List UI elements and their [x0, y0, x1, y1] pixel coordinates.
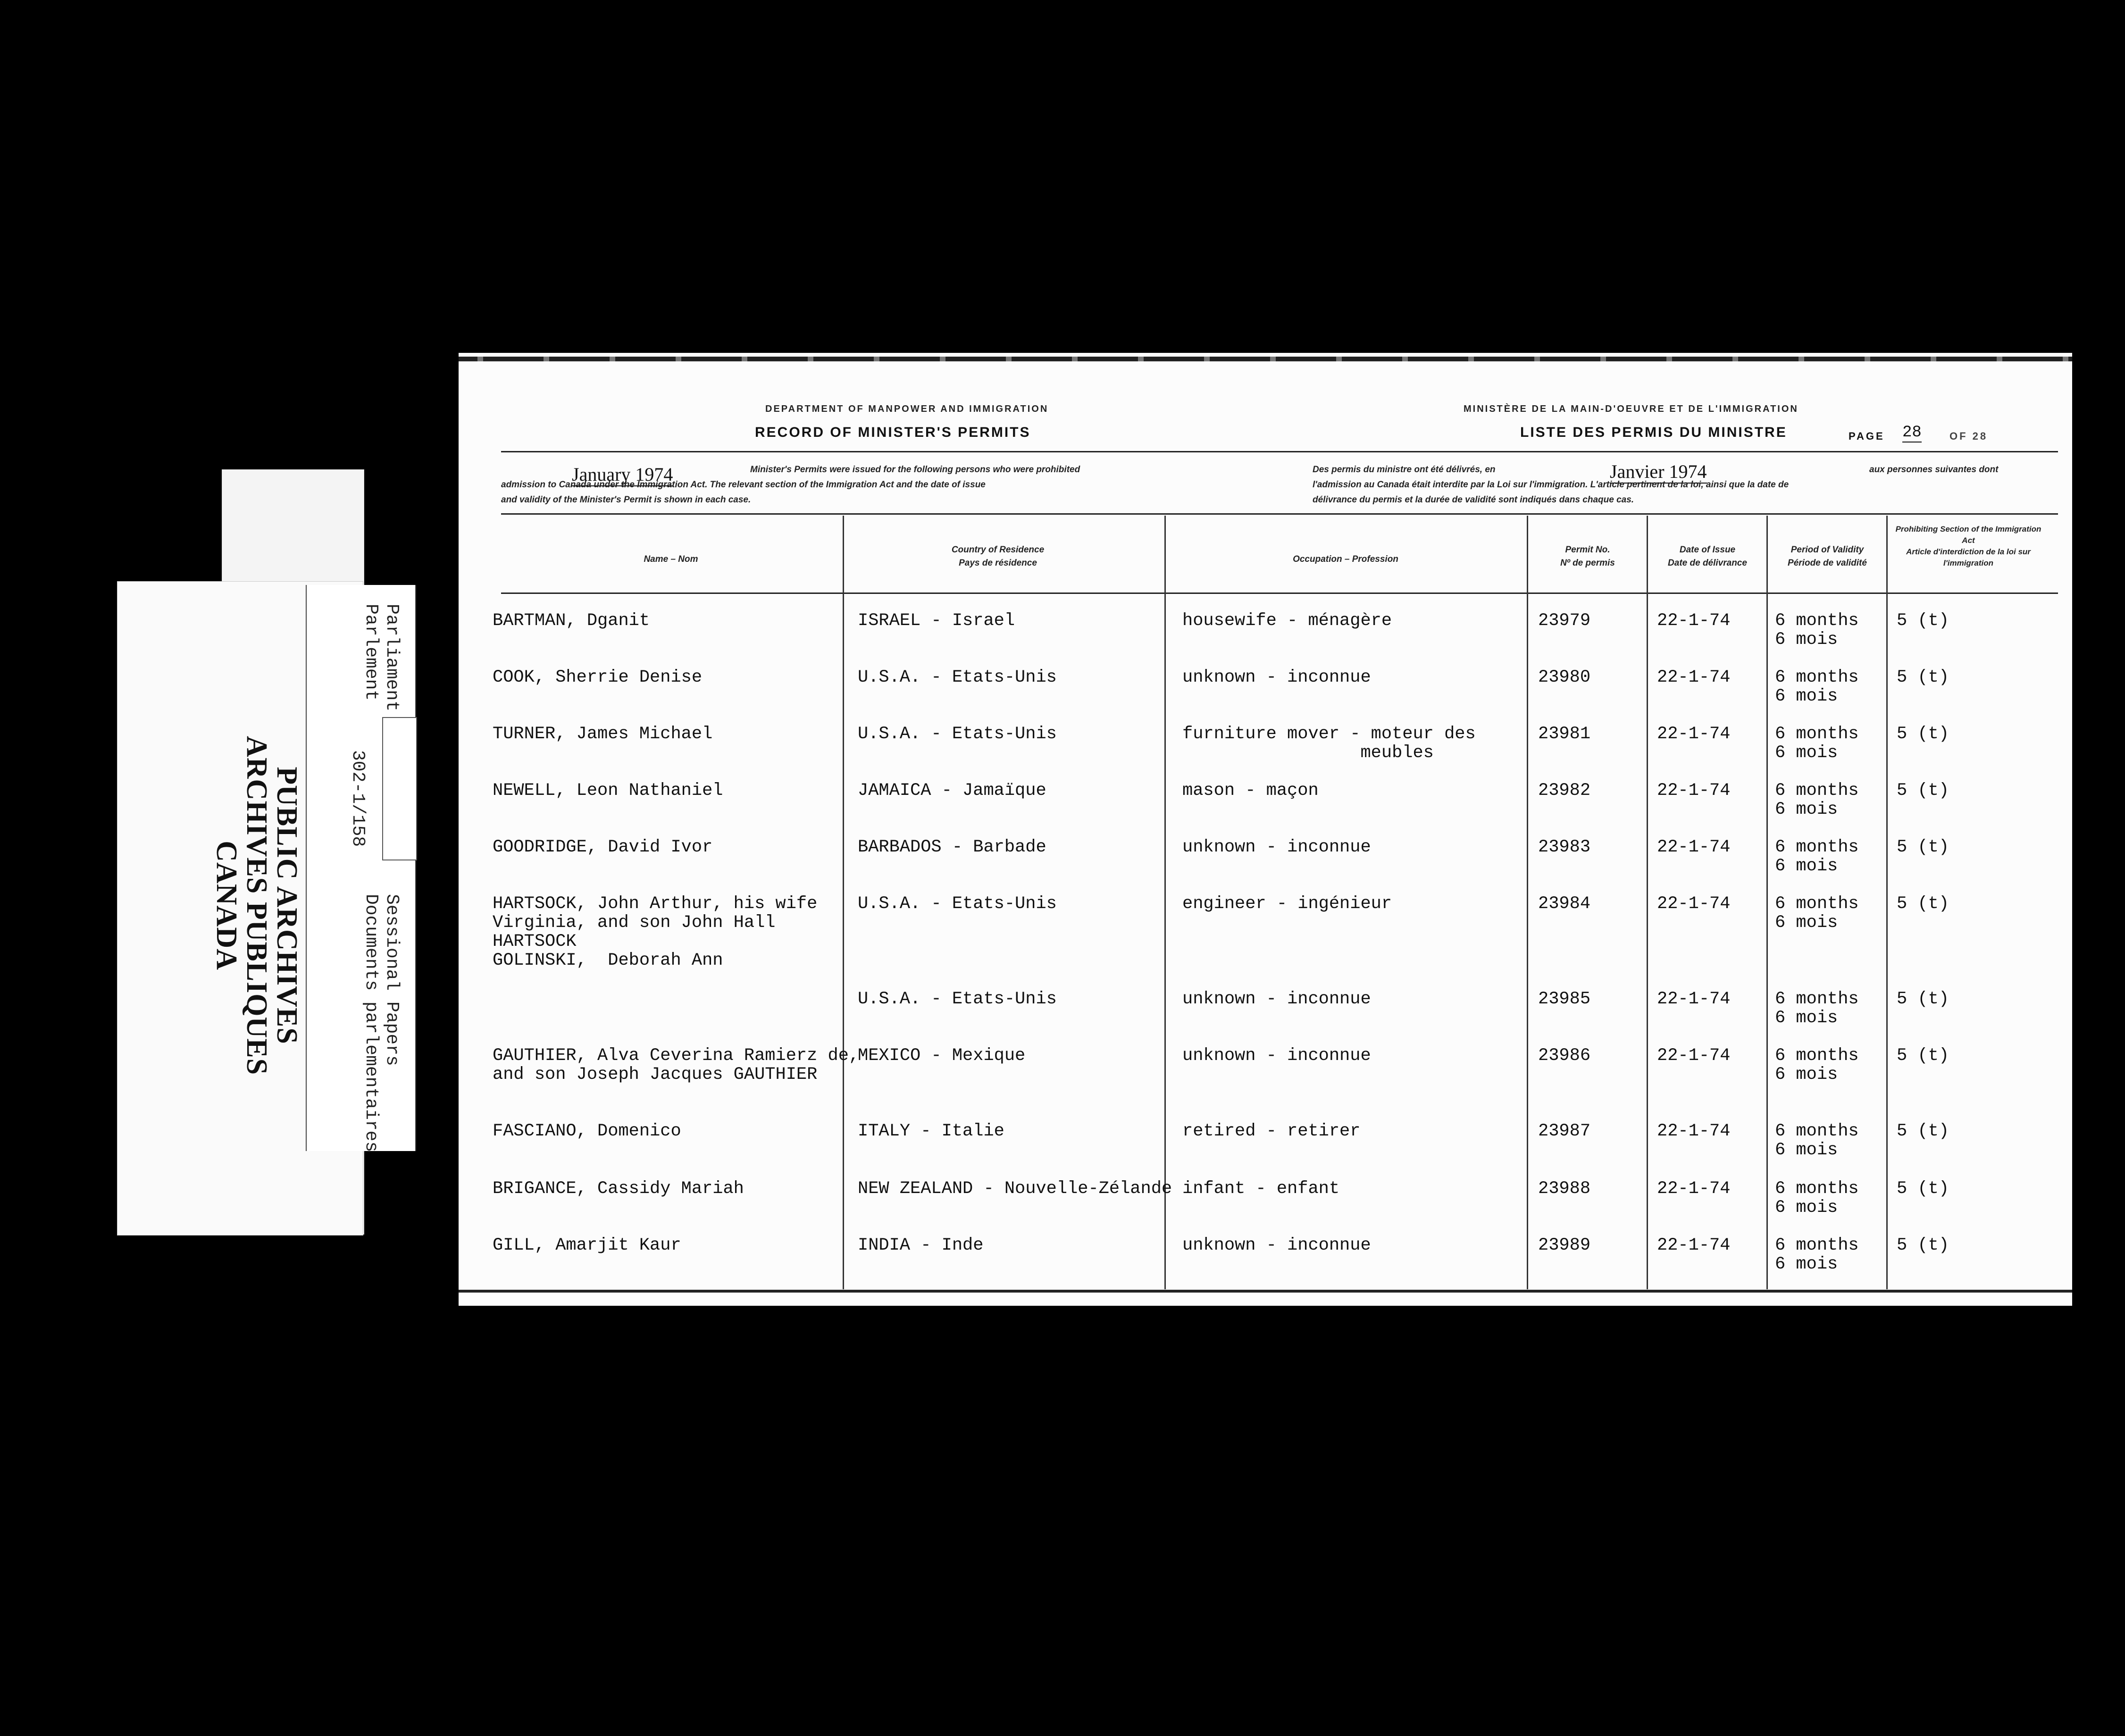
- archive-series: [360, 894, 402, 1152]
- cell-period-of-validity: 6 months 6 mois: [1775, 611, 1859, 650]
- cell-country: JAMAICA - Jamaïque: [858, 781, 1046, 801]
- cell-occupation: unknown - inconnue: [1182, 1235, 1371, 1255]
- cell-prohibiting-section: 5 (t): [1897, 1179, 1949, 1199]
- archive-collection-en: Parliament: [382, 604, 402, 712]
- cell-permit-number: 23983: [1538, 837, 1591, 857]
- cell-prohibiting-section: 5 (t): [1897, 894, 1949, 914]
- col-validity-en: Period of Validity: [1790, 545, 1864, 555]
- col-section-fr: Article d'interdiction de la loi sur l'immigration: [1906, 547, 2031, 568]
- cell-period-of-validity: 6 months 6 mois: [1775, 724, 1859, 763]
- cell-country: U.S.A. - Etats-Unis: [858, 668, 1057, 687]
- col-date-fr: Date de délivrance: [1668, 558, 1747, 568]
- header-bottom-rule: [501, 593, 2058, 594]
- col-sep-3: [1527, 516, 1528, 1289]
- cell-period-of-validity: 6 months 6 mois: [1775, 837, 1859, 876]
- col-validity-header: [1768, 543, 1886, 570]
- page-number: 28: [1902, 424, 1922, 442]
- cell-permit-number: 23985: [1538, 989, 1591, 1009]
- col-sep-1: [843, 516, 844, 1289]
- archive-line-1: PUBLIC ARCHIVES: [271, 767, 303, 1044]
- cell-country: U.S.A. - Etats-Unis: [858, 989, 1057, 1009]
- cell-date-of-issue: 22-1-74: [1657, 611, 1731, 631]
- cell-occupation: furniture mover - moteur des meubles: [1182, 724, 1476, 763]
- title-fr: LISTE DES PERMIS DU MINISTRE: [1520, 425, 1787, 440]
- cell-occupation: infant - enfant: [1182, 1179, 1340, 1199]
- cell-country: INDIA - Inde: [858, 1235, 984, 1255]
- col-occupation-header: [1166, 553, 1525, 566]
- col-permit-header: [1529, 543, 1647, 570]
- cell-prohibiting-section: 5 (t): [1897, 1235, 1949, 1255]
- cell-date-of-issue: 22-1-74: [1657, 668, 1731, 687]
- col-sep-2: [1164, 516, 1166, 1289]
- cell-date-of-issue: 22-1-74: [1657, 1121, 1731, 1141]
- month-fr: Janvier 1974: [1610, 460, 1707, 484]
- cell-permit-number: 23987: [1538, 1121, 1591, 1141]
- page-label: PAGE: [1849, 430, 1885, 442]
- department-en: DEPARTMENT OF MANPOWER AND IMMIGRATION: [765, 404, 1049, 414]
- cell-occupation: unknown - inconnue: [1182, 668, 1371, 687]
- cell-name: HARTSOCK, John Arthur, his wife Virginia, and son John Hall HARTSOCK: [493, 894, 818, 951]
- col-date-en: Date of Issue: [1679, 545, 1736, 555]
- col-sep-4: [1647, 516, 1648, 1289]
- cell-prohibiting-section: 5 (t): [1897, 668, 1949, 687]
- col-validity-fr: Période de validité: [1788, 558, 1867, 568]
- archive-series-fr: Documents parlementaires: [361, 894, 381, 1152]
- cell-name: BRIGANCE, Cassidy Mariah: [493, 1179, 744, 1199]
- cell-period-of-validity: 6 months 6 mois: [1775, 894, 1859, 933]
- cell-name: NEWELL, Leon Nathaniel: [493, 781, 723, 801]
- cell-period-of-validity: 6 months 6 mois: [1775, 1235, 1859, 1274]
- title-en: RECORD OF MINISTER'S PERMITS: [755, 425, 1031, 440]
- col-section-header: [1888, 524, 2049, 569]
- note-fr-1: Des permis du ministre ont été délivrés, en: [1313, 465, 1496, 475]
- col-sep-5: [1766, 516, 1768, 1289]
- col-country-fr: Pays de résidence: [959, 558, 1037, 568]
- cell-country: U.S.A. - Etats-Unis: [858, 894, 1057, 914]
- col-name-header: [501, 553, 841, 566]
- cell-name: GOODRIDGE, David Ivor: [493, 837, 713, 857]
- cell-occupation: housewife - ménagère: [1182, 611, 1392, 631]
- col-sep-6: [1886, 516, 1888, 1289]
- cell-date-of-issue: 22-1-74: [1657, 1235, 1731, 1255]
- cell-permit-number: 23980: [1538, 668, 1591, 687]
- note-fr-tail: aux personnes suivantes dont: [1869, 465, 1999, 475]
- cell-prohibiting-section: 5 (t): [1897, 1046, 1949, 1066]
- archive-institution: [211, 736, 302, 1075]
- col-country-en: Country of Residence: [951, 545, 1045, 555]
- cell-period-of-validity: 6 months 6 mois: [1775, 781, 1859, 819]
- cell-period-of-validity: 6 months 6 mois: [1775, 989, 1859, 1028]
- cell-date-of-issue: 22-1-74: [1657, 1046, 1731, 1066]
- cell-occupation: unknown - inconnue: [1182, 989, 1371, 1009]
- cell-name: GILL, Amarjit Kaur: [493, 1235, 681, 1255]
- note-fr-3: délivrance du permis et la durée de validité sont indiqués dans chaque cas.: [1313, 495, 1634, 505]
- cell-country: NEW ZEALAND - Nouvelle-Zélande: [858, 1179, 1172, 1199]
- archive-line-3: CANADA: [210, 841, 243, 970]
- table-top-rule: [501, 513, 2058, 515]
- month-en: January 1974: [572, 463, 673, 486]
- col-occupation-en: Occupation – Profession: [1293, 554, 1398, 564]
- cell-date-of-issue: 22-1-74: [1657, 837, 1731, 857]
- note-en-3: and validity of the Minister's Permit is shown in each case.: [501, 495, 751, 505]
- cell-name: BARTMAN, Dganit: [493, 611, 650, 631]
- col-name-en: Name – Nom: [644, 554, 698, 564]
- page-of: OF 28: [1949, 430, 1988, 442]
- cell-occupation: engineer - ingénieur: [1182, 894, 1392, 914]
- cell-prohibiting-section: 5 (t): [1897, 989, 1949, 1009]
- cell-prohibiting-section: 5 (t): [1897, 724, 1949, 744]
- permit-record-card: [459, 353, 2072, 1306]
- cell-period-of-validity: 6 months 6 mois: [1775, 1179, 1859, 1218]
- cell-name: FASCIANO, Domenico: [493, 1121, 681, 1141]
- cell-country: ITALY - Italie: [858, 1121, 1004, 1141]
- cell-occupation: unknown - inconnue: [1182, 1046, 1371, 1066]
- cell-name: GOLINSKI, Deborah Ann: [493, 951, 723, 970]
- cell-prohibiting-section: 5 (t): [1897, 781, 1949, 801]
- cell-prohibiting-section: 5 (t): [1897, 611, 1949, 631]
- cell-occupation: retired - retirer: [1182, 1121, 1361, 1141]
- cell-date-of-issue: 22-1-74: [1657, 894, 1731, 914]
- cell-date-of-issue: 22-1-74: [1657, 724, 1731, 744]
- cell-period-of-validity: 6 months 6 mois: [1775, 668, 1859, 706]
- col-permit-fr: Nº de permis: [1560, 558, 1615, 568]
- archive-series-en: Sessional Papers: [382, 894, 402, 1066]
- cell-name: COOK, Sherrie Denise: [493, 668, 703, 687]
- cell-date-of-issue: 22-1-74: [1657, 1179, 1731, 1199]
- cell-name: GAUTHIER, Alva Ceverina Ramierz de, and son Joseph Jacques GAUTHIER: [493, 1046, 860, 1085]
- cell-name: TURNER, James Michael: [493, 724, 713, 744]
- cell-date-of-issue: 22-1-74: [1657, 989, 1731, 1009]
- card-bottom-edge: [459, 1290, 2072, 1293]
- cell-country: MEXICO - Mexique: [858, 1046, 1026, 1066]
- col-permit-en: Permit No.: [1565, 545, 1610, 555]
- cell-country: ISRAEL - Israel: [858, 611, 1015, 631]
- header-rule: [501, 451, 2058, 452]
- archive-collection: [360, 604, 402, 711]
- cell-period-of-validity: 6 months 6 mois: [1775, 1121, 1859, 1160]
- cell-occupation: unknown - inconnue: [1182, 837, 1371, 857]
- note-en-2: admission to Canada under the Immigration Act. The relevant section of the Immigration Act and the date of issue: [501, 480, 986, 490]
- department-fr: MINISTÈRE DE LA MAIN-D'OEUVRE ET DE L'IMMIGRATION: [1464, 404, 1799, 414]
- cell-permit-number: 23988: [1538, 1179, 1591, 1199]
- archive-reference: 302-1/158: [348, 750, 368, 847]
- cell-prohibiting-section: 5 (t): [1897, 1121, 1949, 1141]
- cell-occupation: mason - maçon: [1182, 781, 1319, 801]
- cell-prohibiting-section: 5 (t): [1897, 837, 1949, 857]
- cell-permit-number: 23986: [1538, 1046, 1591, 1066]
- col-date-header: [1648, 543, 1766, 570]
- cell-permit-number: 23984: [1538, 894, 1591, 914]
- archive-collection-fr: Parlement: [361, 604, 381, 701]
- cell-country: BARBADOS - Barbade: [858, 837, 1046, 857]
- cell-country: U.S.A. - Etats-Unis: [858, 724, 1057, 744]
- cell-date-of-issue: 22-1-74: [1657, 781, 1731, 801]
- cell-period-of-validity: 6 months 6 mois: [1775, 1046, 1859, 1085]
- archive-label-tab: [382, 717, 417, 860]
- archive-line-2: ARCHIVES PUBLIQUES: [241, 736, 273, 1076]
- cell-permit-number: 23981: [1538, 724, 1591, 744]
- cell-permit-number: 23982: [1538, 781, 1591, 801]
- card-top-edge: [459, 357, 2072, 361]
- cell-permit-number: 23979: [1538, 611, 1591, 631]
- note-en-1: Minister's Permits were issued for the following persons who were prohibited: [750, 465, 1080, 475]
- note-fr-2: l'admission au Canada était interdite par la Loi sur l'immigration. L'article pertinent de la loi, ainsi que la date de: [1313, 480, 1789, 490]
- col-section-en: Prohibiting Section of the Immigration Act: [1895, 525, 2041, 545]
- col-country-header: [845, 543, 1151, 570]
- cell-permit-number: 23989: [1538, 1235, 1591, 1255]
